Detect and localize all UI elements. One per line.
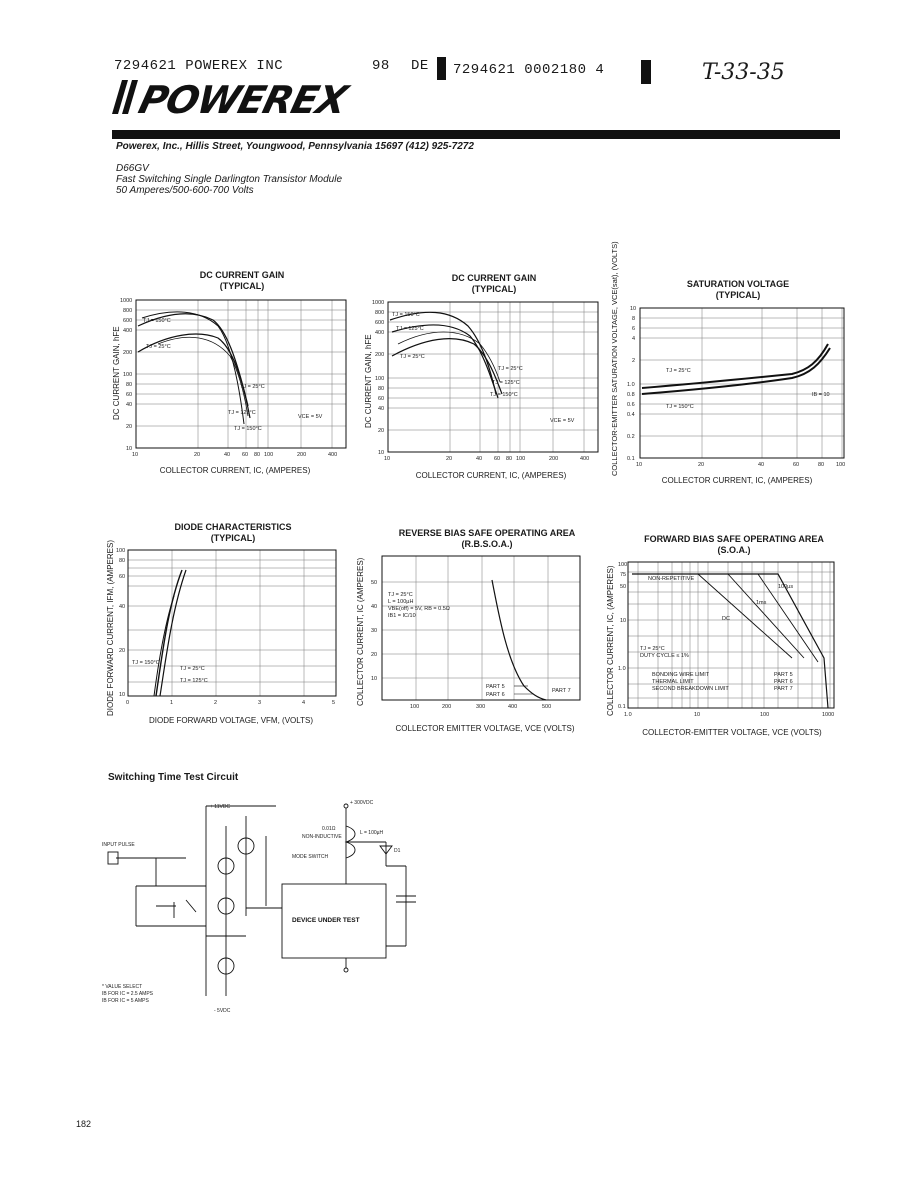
product-block: [116, 163, 342, 196]
svg-text:40: 40: [371, 604, 378, 610]
gain2-label-3: TJ = 25°C: [498, 366, 523, 372]
svg-text:40: 40: [119, 604, 126, 610]
svg-text:5: 5: [332, 700, 336, 706]
circuit-label-dut: DEVICE UNDER TEST: [292, 917, 360, 924]
svg-text:100: 100: [264, 452, 274, 458]
plot-rbsoa-xlabel: COLLECTOR EMITTER VOLTAGE, VCE (VOLTS): [395, 724, 575, 733]
plot-dc-gain-2-title: DC CURRENT GAIN (TYPICAL): [451, 273, 537, 294]
svg-text:75: 75: [620, 572, 627, 578]
gain1-label-4: TJ = 150°C: [234, 426, 262, 432]
plot-rbsoa-title: REVERSE BIAS SAFE OPERATING AREA (R.B.S.O.A.): [398, 528, 576, 549]
svg-text:100: 100: [618, 562, 628, 568]
svg-text:80: 80: [378, 386, 385, 392]
svg-text:20: 20: [698, 462, 705, 468]
fbsoa-label-7: THERMAL LIMIT: [652, 679, 694, 685]
header-rule: [112, 130, 840, 139]
scan-header-code-98: 98: [372, 58, 390, 74]
svg-text:10: 10: [371, 676, 378, 682]
plot-fbsoa-title: FORWARD BIAS SAFE OPERATING AREA (S.O.A.): [644, 534, 824, 555]
svg-text:40: 40: [126, 402, 133, 408]
gain1-label-3: TJ = 125°C: [228, 410, 256, 416]
plot-diode: [114, 546, 348, 708]
svg-text:6: 6: [632, 326, 636, 332]
svg-text:10: 10: [630, 306, 637, 312]
company-address: Powerex, Inc., Hillis Street, Youngwood, Pennsylvania 15697 (412) 925-7272: [116, 141, 474, 152]
svg-text:10: 10: [378, 450, 385, 456]
svg-text:10: 10: [636, 462, 643, 468]
svg-text:100: 100: [123, 372, 133, 378]
gain1-curve-150c: [138, 314, 248, 406]
svg-text:60: 60: [793, 462, 800, 468]
svg-text:10: 10: [126, 446, 133, 452]
svg-text:50: 50: [620, 584, 627, 590]
diode-label-1: TJ = 25°C: [180, 666, 205, 672]
svg-text:60: 60: [494, 456, 501, 462]
gain2-label-2: TJ = 25°C: [400, 354, 425, 360]
diode-y-ticks: [116, 548, 125, 698]
svg-text:20: 20: [371, 652, 378, 658]
svg-text:10: 10: [119, 692, 126, 698]
circuit-section-title: Switching Time Test Circuit: [108, 772, 239, 783]
fbsoa-label-11: PART 7: [774, 686, 793, 692]
scan-header-bar-left: [437, 57, 446, 80]
fbsoa-label-5: DUTY CYCLE ≤ 1%: [640, 653, 689, 659]
svg-text:1.0: 1.0: [618, 666, 626, 672]
svg-text:400: 400: [508, 704, 518, 710]
gain2-label-4: TJ = 125°C: [492, 380, 520, 386]
svg-text:600: 600: [123, 318, 133, 324]
svg-text:20: 20: [119, 648, 126, 654]
handwritten-code: T-33-35: [702, 60, 785, 85]
product-ratings: 50 Amperes/500-600-700 Volts: [116, 185, 254, 196]
diode-label-2: TJ = 125°C: [180, 678, 208, 684]
svg-text:20: 20: [194, 452, 201, 458]
circuit-label-supply: + 300VDC: [350, 800, 374, 806]
circuit-label-plus-v: + 11VDC: [210, 804, 231, 810]
svg-text:80: 80: [506, 456, 513, 462]
switching-test-circuit: [96, 796, 436, 1016]
circuit-label-inductor: L = 100µH: [360, 830, 384, 836]
svg-text:400: 400: [123, 328, 133, 334]
svg-text:10: 10: [620, 618, 627, 624]
gain1-label-0: TJ = 150°C: [143, 318, 171, 324]
plot-diode-ylabel: DIODE FORWARD CURRENT, IFM, (AMPERES): [106, 539, 115, 716]
svg-text:200: 200: [442, 704, 452, 710]
circuit-note-2: IB FOR IC = 5 AMPS: [102, 998, 149, 1004]
svg-text:2: 2: [214, 700, 218, 706]
rbsoa-y-ticks: [371, 580, 377, 682]
svg-text:100: 100: [760, 712, 770, 718]
svg-text:80: 80: [818, 462, 825, 468]
plot-dc-gain-2-ylabel: DC CURRENT GAIN, hFE: [364, 334, 373, 428]
diode-x-ticks: [126, 700, 335, 706]
rbsoa-part-6: PART 6: [486, 692, 505, 698]
fbsoa-label-1: 100µs: [778, 584, 794, 590]
svg-text:20: 20: [126, 424, 133, 430]
svg-text:30: 30: [371, 628, 378, 634]
fbsoa-y-ticks: [618, 562, 627, 710]
svg-text:200: 200: [297, 452, 307, 458]
plot-fbsoa-xlabel: COLLECTOR-EMITTER VOLTAGE, VCE (VOLTS): [642, 728, 822, 737]
gain2-curve-125c: [392, 325, 498, 398]
plot-dc-gain-1-xlabel: COLLECTOR CURRENT, IC, (AMPERES): [159, 466, 311, 475]
plot-fbsoa: [618, 558, 854, 720]
scan-header-lot-code: 7294621 0002180 4: [453, 62, 605, 78]
svg-text:3: 3: [258, 700, 262, 706]
svg-text:400: 400: [375, 330, 385, 336]
svg-text:200: 200: [549, 456, 559, 462]
part-number: D66GV: [116, 163, 149, 174]
gain1-label-1: TJ = 25°C: [146, 344, 171, 350]
plot-dc-gain-1-ylabel: DC CURRENT GAIN, hFE: [112, 326, 121, 420]
gain1-label-2: TJ = 25°C: [240, 384, 265, 390]
gain2-label-5: TJ = 150°C: [490, 392, 518, 398]
gain1-y-ticks: [120, 298, 132, 452]
svg-text:100: 100: [836, 462, 846, 468]
svg-text:10: 10: [694, 712, 701, 718]
fbsoa-x-ticks: [624, 712, 834, 718]
svg-text:60: 60: [119, 574, 126, 580]
svg-text:200: 200: [123, 350, 133, 356]
plot-saturation-xlabel: COLLECTOR CURRENT, IC, (AMPERES): [661, 476, 813, 485]
svg-text:100: 100: [375, 376, 385, 382]
svg-text:20: 20: [378, 428, 385, 434]
svg-text:1: 1: [170, 700, 174, 706]
plot-saturation-ylabel: COLLECTOR-EMITTER SATURATION VOLTAGE, VCE(sat), (VOLTS): [610, 241, 619, 476]
plot-diode-title: DIODE CHARACTERISTICS (TYPICAL): [174, 522, 292, 543]
svg-text:100: 100: [516, 456, 526, 462]
product-description: Fast Switching Single Darlington Transistor Module: [116, 174, 343, 185]
circuit-note-1: IB FOR IC = 2.5 AMPS: [102, 991, 153, 997]
plot-dc-gain-2: [370, 298, 602, 464]
rbsoa-part-7: PART 7: [552, 688, 571, 694]
svg-text:60: 60: [126, 392, 133, 398]
page-number: 182: [76, 1119, 92, 1129]
sat-label-1: TJ = 150°C: [666, 404, 694, 410]
svg-text:10: 10: [384, 456, 391, 462]
svg-text:1.0: 1.0: [627, 382, 635, 388]
diode-label-0: TJ = 150°C: [132, 660, 160, 666]
svg-text:2: 2: [632, 358, 636, 364]
svg-text:1000: 1000: [822, 712, 835, 718]
svg-text:80: 80: [254, 452, 261, 458]
svg-text:1000: 1000: [372, 300, 385, 306]
diode-curve-25c: [156, 570, 182, 696]
svg-text:0.6: 0.6: [627, 402, 635, 408]
svg-text:500: 500: [542, 704, 552, 710]
fbsoa-label-3: DC: [722, 616, 730, 622]
circuit-label-non-inductive: NON-INDUCTIVE: [302, 834, 342, 840]
svg-text:4: 4: [632, 336, 636, 342]
rbsoa-cond-3: IB1 = IC/10: [388, 613, 416, 619]
svg-text:8: 8: [632, 316, 636, 322]
svg-text:80: 80: [126, 382, 133, 388]
sat-label-0: TJ = 25°C: [666, 368, 691, 374]
plot-dc-gain-1: [118, 296, 350, 460]
svg-text:300: 300: [476, 704, 486, 710]
svg-text:600: 600: [375, 320, 385, 326]
gain2-label-1: TJ = 125°C: [396, 326, 424, 332]
sat-y-ticks: [627, 306, 636, 462]
svg-text:800: 800: [123, 308, 133, 314]
sat-curve-25c: [642, 344, 828, 388]
rbsoa-x-ticks: [410, 704, 551, 710]
fbsoa-label-10: PART 6: [774, 679, 793, 685]
svg-text:1000: 1000: [120, 298, 133, 304]
gain1-annotation: VCE = 5V: [298, 414, 323, 420]
rbsoa-cond-2: VBE(off) = 5V, RB = 0.5Ω: [388, 606, 450, 612]
svg-text:0.1: 0.1: [627, 456, 635, 462]
svg-text:50: 50: [371, 580, 378, 586]
svg-text:0: 0: [126, 700, 130, 706]
svg-text:10: 10: [132, 452, 139, 458]
plot-rbsoa: [368, 552, 592, 712]
plot-saturation: [622, 304, 850, 470]
rbsoa-cond-0: TJ = 25°C: [388, 592, 413, 598]
circuit-label-input: INPUT PULSE: [102, 842, 135, 848]
fbsoa-label-0: NON-REPETITIVE: [648, 576, 695, 582]
fbsoa-label-8: SECOND BREAKDOWN LIMIT: [652, 686, 729, 692]
svg-text:4: 4: [302, 700, 306, 706]
svg-text:40: 40: [476, 456, 483, 462]
svg-text:60: 60: [242, 452, 249, 458]
gain2-curve-25c: [392, 339, 502, 394]
gain2-x-ticks: [384, 456, 589, 462]
plot-dc-gain-1-title: DC CURRENT GAIN (TYPICAL): [199, 270, 285, 291]
circuit-label-minus-v: - 5VDC: [214, 1008, 231, 1014]
rbsoa-part-5: PART 5: [486, 684, 505, 690]
rbsoa-cond-1: L = 100µH: [388, 599, 414, 605]
svg-text:60: 60: [378, 396, 385, 402]
svg-text:40: 40: [378, 406, 385, 412]
svg-text:1.0: 1.0: [624, 712, 632, 718]
plot-saturation-title: SATURATION VOLTAGE (TYPICAL): [686, 279, 790, 300]
plot-dc-gain-2-xlabel: COLLECTOR CURRENT, IC, (AMPERES): [415, 471, 567, 480]
scan-header-de: DE: [411, 58, 429, 74]
svg-text:100: 100: [116, 548, 126, 554]
rbsoa-curve: [492, 580, 546, 700]
svg-text:200: 200: [375, 352, 385, 358]
plot-rbsoa-ylabel: COLLECTOR CURRENT, IC (AMPERES): [356, 557, 365, 706]
gain1-curve-125c: [142, 312, 244, 424]
sat-label-2: IB = 10: [812, 392, 830, 398]
svg-text:40: 40: [758, 462, 765, 468]
svg-text:80: 80: [119, 558, 126, 564]
svg-text:400: 400: [328, 452, 338, 458]
svg-text:0.1: 0.1: [618, 704, 626, 710]
svg-text:800: 800: [375, 310, 385, 316]
circuit-label-diode: D1: [394, 848, 401, 854]
svg-text:0.8: 0.8: [627, 392, 635, 398]
scan-header-bar-right: [641, 60, 651, 84]
fbsoa-label-9: PART 5: [774, 672, 793, 678]
svg-text:20: 20: [446, 456, 453, 462]
svg-text:0.4: 0.4: [627, 412, 635, 418]
fbsoa-label-2: 1ms: [756, 600, 767, 606]
sat-x-ticks: [636, 462, 845, 468]
svg-text:0.2: 0.2: [627, 434, 635, 440]
circuit-label-mode: MODE SWITCH: [292, 854, 329, 860]
circuit-label-sense: 0.01Ω: [322, 826, 336, 832]
circuit-note-0: * VALUE SELECT: [102, 984, 143, 990]
plot-fbsoa-ylabel: COLLECTOR CURRENT, IC, (AMPERES): [606, 565, 615, 716]
scan-header-company: 7294621 POWEREX INC: [114, 58, 284, 74]
powerex-logo: POWEREX: [134, 78, 352, 122]
gain1-x-ticks: [132, 452, 337, 458]
fbsoa-label-4: TJ = 25°C: [640, 646, 665, 652]
gain2-annotation: VCE = 5V: [550, 418, 575, 424]
svg-text:400: 400: [580, 456, 590, 462]
fbsoa-label-6: BONDING WIRE LIMIT: [652, 672, 710, 678]
svg-text:100: 100: [410, 704, 420, 710]
plot-diode-xlabel: DIODE FORWARD VOLTAGE, VFM, (VOLTS): [148, 716, 313, 725]
svg-text:40: 40: [224, 452, 231, 458]
gain2-y-ticks: [372, 300, 384, 456]
gain2-label-0: TJ = 150°C: [392, 312, 420, 318]
